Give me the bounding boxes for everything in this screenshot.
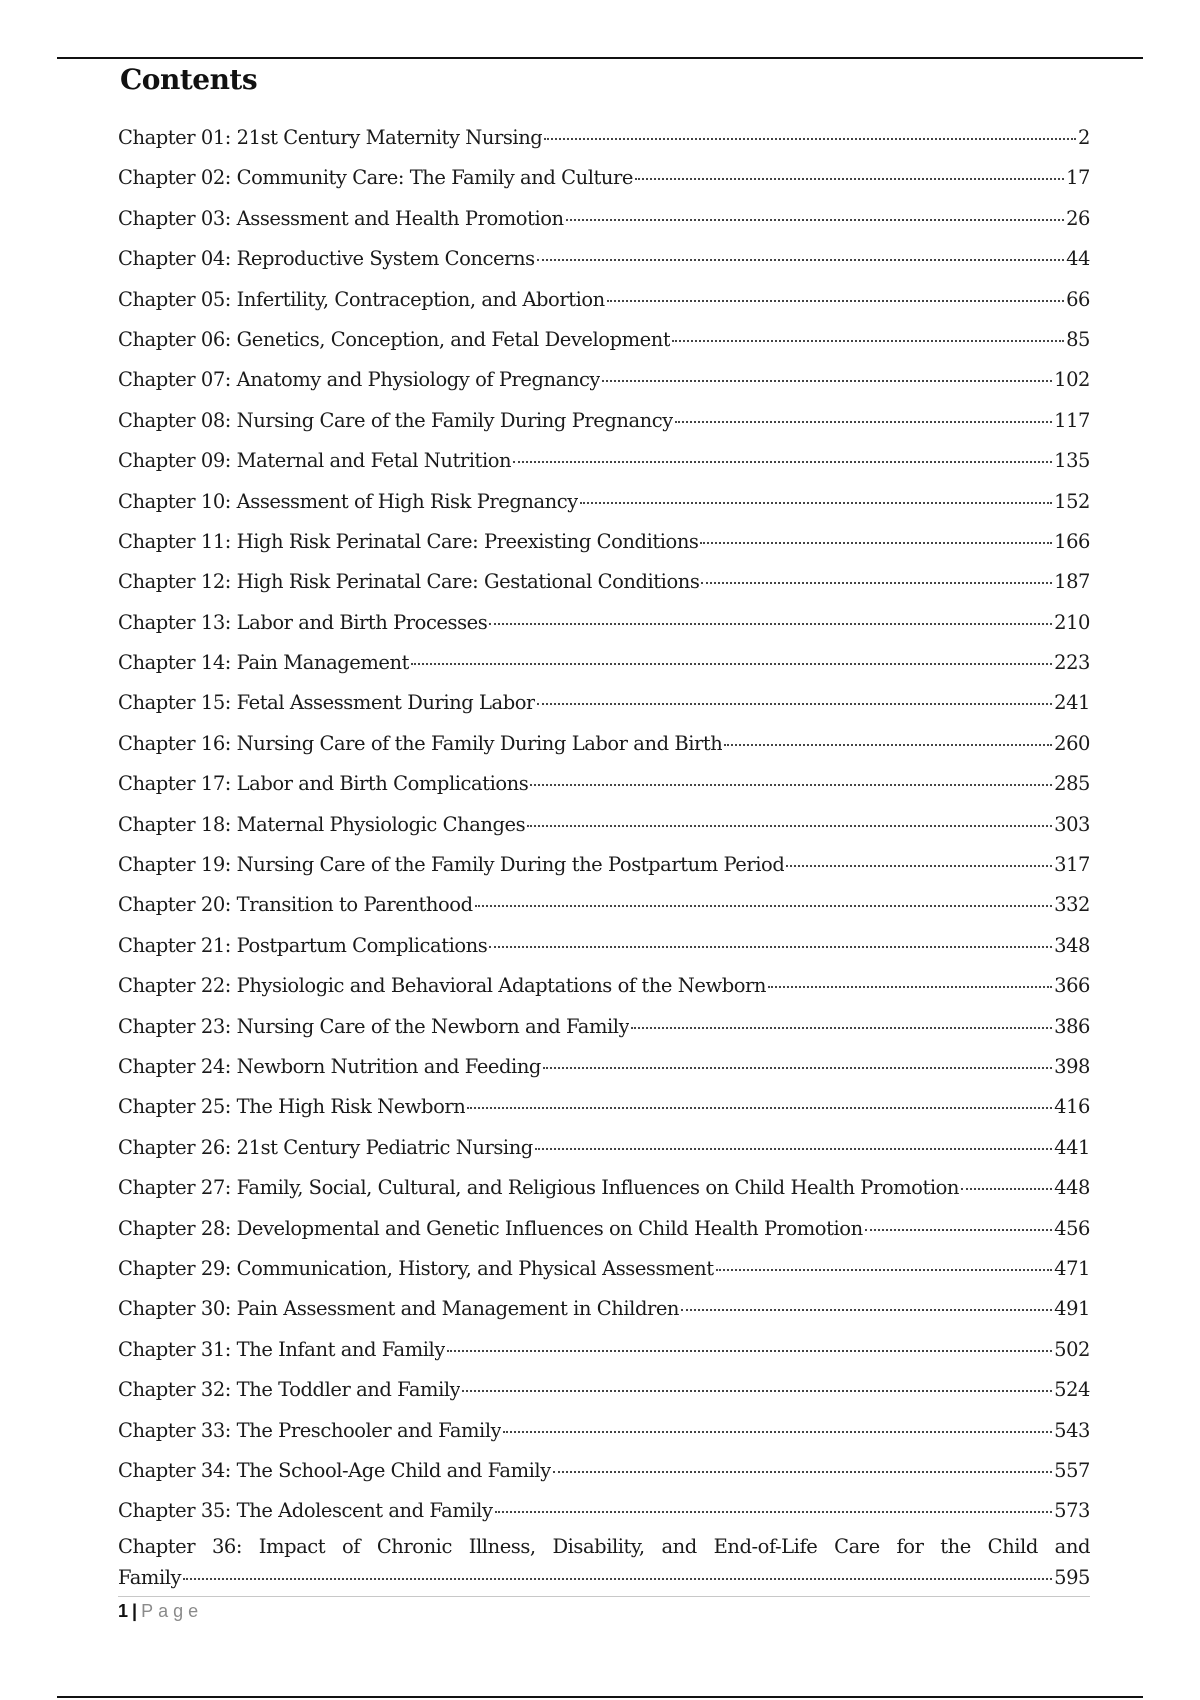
toc-entry-label: Chapter 34: The School-Age Child and Family [118, 1458, 551, 1482]
toc-entry[interactable] [118, 320, 1090, 360]
dot-leader [602, 380, 1052, 382]
toc-entry-page: 491 [1054, 1297, 1090, 1321]
toc-entry-page: 2 [1078, 126, 1090, 149]
toc-entry[interactable] [118, 158, 1090, 198]
dot-leader [537, 259, 1064, 261]
toc-entry-page: 557 [1054, 1458, 1090, 1482]
dot-leader [544, 138, 1076, 140]
toc-entry[interactable] [118, 643, 1090, 683]
toc-entry-page: 441 [1054, 1135, 1090, 1159]
toc-entry-page: 210 [1054, 610, 1090, 634]
toc-entry-page: 85 [1066, 327, 1090, 351]
toc-entry-label: Chapter 32: The Toddler and Family [118, 1378, 461, 1402]
toc-entry-page: 102 [1054, 368, 1090, 392]
toc-entry[interactable] [118, 239, 1090, 279]
dot-leader [467, 1107, 1052, 1109]
dot-leader [566, 219, 1064, 221]
dot-leader [530, 784, 1052, 786]
toc-entry-label: Chapter 06: Genetics, Conception, and Fetal Development [118, 327, 671, 351]
dot-leader [724, 744, 1052, 746]
dot-leader [513, 461, 1052, 463]
toc-entry[interactable] [118, 562, 1090, 602]
toc-entry-label: Chapter 08: Nursing Care of the Family During Pregnancy [118, 408, 673, 432]
toc-entry-label: Chapter 20: Transition to Parenthood [118, 893, 473, 917]
toc-entry[interactable] [118, 1330, 1090, 1370]
dot-leader [462, 1390, 1052, 1392]
bottom-rule [57, 1696, 1143, 1698]
toc-entry-label: Chapter 33: The Preschooler and Family [118, 1418, 502, 1442]
toc-entry[interactable] [118, 1007, 1090, 1047]
toc-entry-page: 241 [1054, 691, 1090, 715]
dot-leader [631, 1027, 1052, 1029]
toc-entry[interactable] [118, 966, 1090, 1006]
dot-leader [700, 542, 1052, 544]
page-footer [118, 1599, 203, 1623]
toc-entry-label: Chapter 36: Impact of Chronic Illness, Disability, and End-of-Life Care for the Child and [118, 1534, 1090, 1558]
toc-entry-label: Chapter 35: The Adolescent and Family [118, 1499, 493, 1523]
toc-entry[interactable] [118, 1370, 1090, 1410]
toc-entry-label: Chapter 19: Nursing Care of the Family During the Postpartum Period [118, 853, 785, 877]
toc-entry-label: Chapter 28: Developmental and Genetic Influences on Child Health Promotion [118, 1216, 863, 1240]
footer-page-word: Page [141, 1601, 204, 1621]
dot-leader [786, 865, 1052, 867]
toc-entry-label: Chapter 24: Newborn Nutrition and Feeding [118, 1054, 541, 1078]
toc-entry-label: Chapter 22: Physiologic and Behavioral Adaptations of the Newborn [118, 974, 767, 998]
toc-entry[interactable] [118, 764, 1090, 804]
toc-entry-page: 17 [1066, 166, 1090, 190]
toc-entry[interactable] [118, 401, 1090, 441]
toc-entry-page: 260 [1054, 731, 1090, 755]
toc-entry-label: Chapter 30: Pain Assessment and Management in Children [118, 1297, 680, 1321]
toc-entry[interactable] [118, 805, 1090, 845]
toc-entry[interactable] [118, 1532, 1090, 1594]
dot-leader [672, 340, 1064, 342]
toc-entry-page: 187 [1054, 570, 1090, 594]
table-of-contents [118, 118, 1090, 1594]
dot-leader [489, 623, 1052, 625]
toc-entry[interactable] [118, 603, 1090, 643]
toc-entry-label-continued: Family [118, 1565, 182, 1589]
toc-entry-label: Chapter 21: Postpartum Complications [118, 933, 488, 957]
toc-entry-label: Chapter 16: Nursing Care of the Family During Labor and Birth [118, 731, 723, 755]
toc-entry-continuation [118, 1562, 1090, 1594]
toc-entry[interactable] [118, 522, 1090, 562]
toc-entry-label: Chapter 25: The High Risk Newborn [118, 1095, 466, 1119]
dot-leader [489, 946, 1052, 948]
toc-entry-label: Chapter 23: Nursing Care of the Newborn and Family [118, 1014, 630, 1038]
toc-entry-page: 135 [1054, 449, 1090, 473]
toc-entry[interactable] [118, 885, 1090, 925]
toc-entry[interactable] [118, 845, 1090, 885]
footer-separator: | [132, 1601, 138, 1621]
toc-entry[interactable] [118, 482, 1090, 522]
dot-leader [411, 663, 1052, 665]
toc-entry-page: 456 [1054, 1216, 1090, 1240]
toc-entry[interactable] [118, 1289, 1090, 1329]
toc-entry-page: 416 [1054, 1095, 1090, 1119]
dot-leader [635, 178, 1064, 180]
toc-entry[interactable] [118, 1168, 1090, 1208]
dot-leader [681, 1309, 1052, 1311]
toc-entry[interactable] [118, 724, 1090, 764]
toc-entry[interactable] [118, 683, 1090, 723]
toc-entry-label: Chapter 02: Community Care: The Family and Culture [118, 166, 633, 190]
dot-leader [607, 300, 1064, 302]
toc-entry-page: 348 [1054, 933, 1090, 957]
toc-entry-page: 223 [1054, 651, 1090, 675]
toc-entry-label: Chapter 14: Pain Management [118, 651, 410, 675]
dot-leader [716, 1269, 1052, 1271]
toc-entry[interactable] [118, 1209, 1090, 1249]
toc-entry-page: 471 [1054, 1256, 1090, 1280]
toc-entry[interactable] [118, 360, 1090, 400]
toc-entry-page: 398 [1054, 1054, 1090, 1078]
toc-entry[interactable] [118, 1047, 1090, 1087]
toc-entry-label: Chapter 01: 21st Century Maternity Nursing [118, 126, 543, 149]
toc-entry-label: Chapter 11: High Risk Perinatal Care: Preexisting Conditions [118, 529, 699, 553]
toc-entry[interactable] [118, 280, 1090, 320]
dot-leader [553, 1471, 1052, 1473]
toc-entry-page: 524 [1054, 1378, 1090, 1402]
dot-leader [580, 502, 1052, 504]
toc-entry-page: 303 [1054, 812, 1090, 836]
top-rule [57, 57, 1143, 59]
toc-entry-page: 317 [1054, 853, 1090, 877]
toc-entry[interactable] [118, 118, 1090, 158]
toc-entry-label: Chapter 15: Fetal Assessment During Labor [118, 691, 535, 715]
dot-leader [768, 986, 1052, 988]
toc-entry-label: Chapter 12: High Risk Perinatal Care: Gestational Conditions [118, 570, 700, 594]
footer-page-number: 1 [118, 1601, 129, 1621]
toc-entry-page: 117 [1054, 408, 1090, 432]
toc-entries [118, 118, 1090, 1532]
toc-entry-label: Chapter 07: Anatomy and Physiology of Pregnancy [118, 368, 600, 392]
dot-leader [961, 1188, 1052, 1190]
toc-entry-page: 152 [1054, 489, 1090, 513]
toc-entry-label: Chapter 26: 21st Century Pediatric Nursing [118, 1135, 533, 1159]
toc-entry[interactable] [118, 1491, 1090, 1531]
dot-leader [865, 1229, 1052, 1231]
toc-entry-label: Chapter 09: Maternal and Fetal Nutrition [118, 449, 512, 473]
toc-entry-page: 285 [1054, 772, 1090, 796]
toc-entry-page: 332 [1054, 893, 1090, 917]
toc-entry-page: 595 [1054, 1565, 1090, 1589]
toc-entry-page: 66 [1066, 287, 1090, 311]
dot-leader [503, 1431, 1052, 1433]
toc-entry-page: 166 [1054, 529, 1090, 553]
toc-entry-label: Chapter 29: Communication, History, and Physical Assessment [118, 1256, 714, 1280]
toc-entry[interactable] [118, 199, 1090, 239]
toc-entry-label: Chapter 13: Labor and Birth Processes [118, 610, 488, 634]
toc-entry[interactable] [118, 1249, 1090, 1289]
toc-entry-page: 502 [1054, 1337, 1090, 1361]
toc-entry[interactable] [118, 926, 1090, 966]
toc-entry-page: 573 [1054, 1499, 1090, 1523]
dot-leader [543, 1067, 1052, 1069]
dot-leader [183, 1578, 1052, 1580]
dot-leader [495, 1511, 1053, 1513]
toc-entry[interactable] [118, 1128, 1090, 1168]
toc-entry-label: Chapter 27: Family, Social, Cultural, and Religious Influences on Child Health Promotion [118, 1176, 960, 1200]
toc-entry[interactable] [118, 1411, 1090, 1451]
dot-leader [537, 703, 1052, 705]
toc-entry-page: 44 [1066, 247, 1090, 271]
page-title: Contents [120, 63, 258, 96]
footer-divider [118, 1596, 1090, 1597]
toc-entry-label: Chapter 18: Maternal Physiologic Changes [118, 812, 526, 836]
toc-entry-page: 543 [1054, 1418, 1090, 1442]
dot-leader [701, 582, 1052, 584]
toc-entry[interactable] [118, 441, 1090, 481]
toc-entry-label: Chapter 04: Reproductive System Concerns [118, 247, 535, 271]
toc-entry-label: Chapter 03: Assessment and Health Promotion [118, 206, 564, 230]
dot-leader [475, 905, 1053, 907]
toc-entry[interactable] [118, 1451, 1090, 1491]
toc-entry-page: 448 [1054, 1176, 1090, 1200]
dot-leader [535, 1148, 1052, 1150]
toc-entry-page: 386 [1054, 1014, 1090, 1038]
dot-leader [675, 421, 1052, 423]
toc-entry-label: Chapter 17: Labor and Birth Complications [118, 772, 529, 796]
toc-entry-label: Chapter 31: The Infant and Family [118, 1337, 445, 1361]
toc-entry[interactable] [118, 1087, 1090, 1127]
dot-leader [527, 825, 1052, 827]
dot-leader [447, 1350, 1052, 1352]
toc-entry-page: 26 [1066, 206, 1090, 230]
toc-entry-page: 366 [1054, 974, 1090, 998]
toc-entry-label: Chapter 05: Infertility, Contraception, and Abortion [118, 287, 605, 311]
toc-entry-label: Chapter 10: Assessment of High Risk Pregnancy [118, 489, 578, 513]
